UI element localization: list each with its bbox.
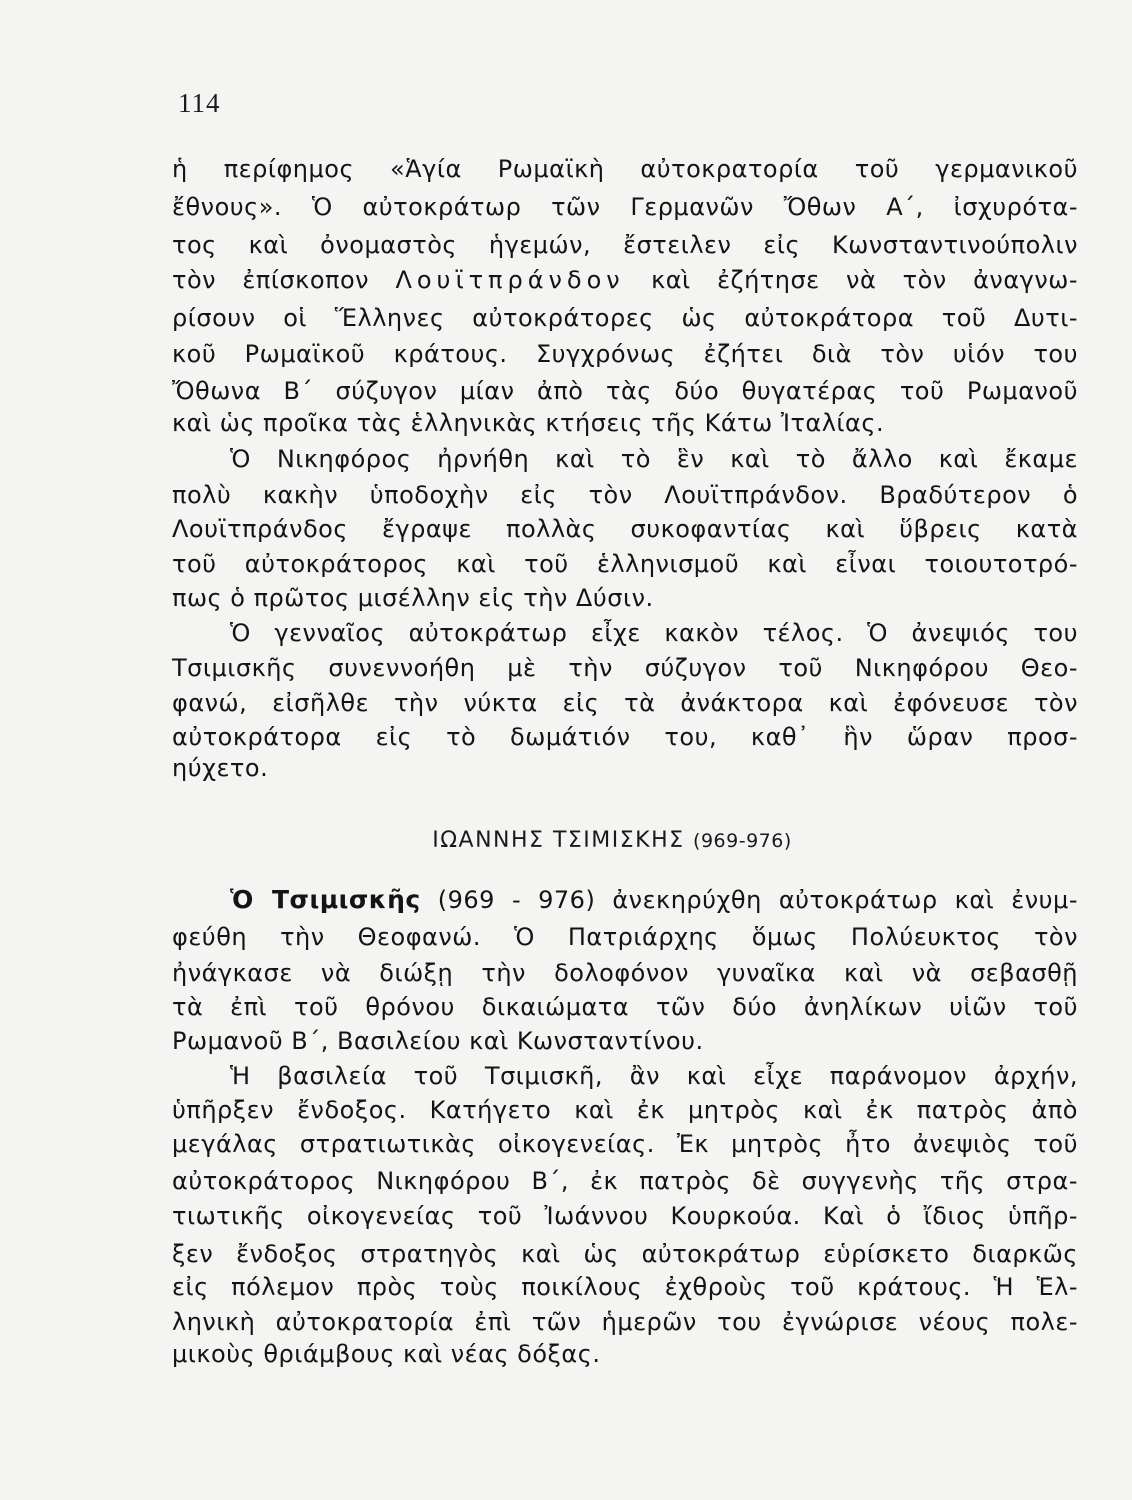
text-line: Ὁ γενναῖος αὐτοκράτωρ εἶχε κακὸν τέλος. Ὁ ἀνεψιός του bbox=[230, 619, 1078, 647]
text-line: τιωτικῆς οἰκογενείας τοῦ Ἰωάννου Κουρκούα. Καὶ ὁ ἴδιος ὑπῆρ- bbox=[172, 1202, 1078, 1230]
text-segment: καὶ ἐζήτησε νὰ τὸν ἀναγνω- bbox=[624, 266, 1079, 294]
heading-title: ΙΩΑΝΝΗΣ ΤΣΙΜΙΣΚΗΣ bbox=[432, 828, 685, 853]
text-line: Λουϊτπράνδος ἔγραψε πολλὰς συκοφαντίας καὶ ὕβρεις κατὰ bbox=[172, 515, 1078, 543]
lead-name: Ὁ Τσιμισκῆς bbox=[230, 885, 421, 914]
text-line: ξεν ἔνδοξος στρατηγὸς καὶ ὡς αὐτοκράτωρ εὑρίσκετο διαρκῶς bbox=[172, 1240, 1078, 1268]
text-line: πως ὁ πρῶτος μισέλλην εἰς τὴν Δύσιν. bbox=[172, 584, 654, 612]
heading-years: (969-976) bbox=[693, 830, 792, 852]
text-segment: (969 - 976) ἀνεκηρύχθη αὐτοκράτωρ καὶ ἐνυμ- bbox=[420, 886, 1078, 914]
text-line: Ρωμανοῦ Β΄, Βασιλείου καὶ Κωνσταντίνου. bbox=[172, 1027, 704, 1055]
text-line: τοῦ αὐτοκράτορος καὶ τοῦ ἑλληνισμοῦ καὶ εἶναι τοιουτοτρό- bbox=[172, 550, 1078, 578]
text-line: ἡ περίφημος «Ἁγία Ρωμαϊκὴ αὐτοκρατορία τοῦ γερμανικοῦ bbox=[172, 155, 1078, 183]
text-line: ρίσουν οἱ Ἕλληνες αὐτοκράτορες ὡς αὐτοκράτορα τοῦ Δυτι- bbox=[172, 304, 1078, 332]
text-line: πολὺ κακὴν ὑποδοχὴν εἰς τὸν Λουϊτπράνδον. Βραδύτερον ὁ bbox=[172, 481, 1078, 509]
text-line: ηύχετο. bbox=[172, 754, 269, 782]
text-line: φεύθη τὴν Θεοφανώ. Ὁ Πατριάρχης ὅμως Πολύευκτος τὸν bbox=[172, 923, 1078, 951]
text-line: μικοὺς θριάμβους καὶ νέας δόξας. bbox=[172, 1340, 601, 1368]
page-number: 114 bbox=[178, 88, 221, 118]
text-line bbox=[230, 884, 1078, 916]
text-line: τος καὶ ὀνομαστὸς ἡγεμών, ἔστειλεν εἰς Κωνσταντινούπολιν bbox=[172, 231, 1078, 259]
text-line: ἠνάγκασε νὰ διώξῃ τὴν δολοφόνον γυναῖκα καὶ νὰ σεβασθῇ bbox=[172, 959, 1078, 987]
text-line: φανώ, εἰσῆλθε τὴν νύκτα εἰς τὰ ἀνάκτορα καὶ ἐφόνευσε τὸν bbox=[172, 689, 1078, 717]
text-line: αὐτοκράτορος Νικηφόρου Β΄, ἐκ πατρὸς δὲ συγγενὴς τῆς στρα- bbox=[172, 1167, 1078, 1195]
text-line: Τσιμισκῆς συνεννοήθη μὲ τὴν σύζυγον τοῦ Νικηφόρου Θεο- bbox=[172, 654, 1078, 682]
text-segment: τὸν ἐπίσκοπον bbox=[172, 266, 396, 294]
text-line: ὑπῆρξεν ἔνδοξος. Κατήγετο καὶ ἐκ μητρὸς καὶ ἐκ πατρὸς ἀπὸ bbox=[172, 1096, 1078, 1124]
text-line: αὐτοκράτορα εἰς τὸ δωμάτιόν του, καθ᾽ ἣν ὥραν προσ- bbox=[172, 723, 1078, 751]
text-line: τὰ ἐπὶ τοῦ θρόνου δικαιώματα τῶν δύο ἀνηλίκων υἱῶν τοῦ bbox=[172, 993, 1078, 1021]
text-line: ἔθνους». Ὁ αὐτοκράτωρ τῶν Γερμανῶν Ὄθων Α΄, ἰσχυρότα- bbox=[172, 193, 1078, 221]
text-line: καὶ ὡς προῖκα τὰς ἑλληνικὰς κτήσεις τῆς Κάτω Ἰταλίας. bbox=[172, 409, 885, 437]
section-heading bbox=[0, 826, 1132, 856]
text-line: Ὁ Νικηφόρος ἠρνήθη καὶ τὸ ἓν καὶ τὸ ἄλλο καὶ ἔκαμε bbox=[230, 445, 1078, 473]
text-line: ληνικὴ αὐτοκρατορία ἐπὶ τῶν ἡμερῶν του ἐγνώρισε νέους πολε- bbox=[172, 1308, 1078, 1336]
text-line bbox=[172, 264, 1078, 296]
text-line: Ὄθωνα Β΄ σύζυγον μίαν ἀπὸ τὰς δύο θυγατέρας τοῦ Ρωμανοῦ bbox=[172, 377, 1078, 405]
spaced-name: Λουϊτπράνδον bbox=[395, 266, 625, 294]
text-line: μεγάλας στρατιωτικὰς οἰκογενείας. Ἐκ μητρὸς ἦτο ἀνεψιὸς τοῦ bbox=[172, 1130, 1078, 1158]
text-line: κοῦ Ρωμαϊκοῦ κράτους. Συγχρόνως ἐζήτει διὰ τὸν υἱόν του bbox=[172, 340, 1078, 368]
text-line: εἰς πόλεμον πρὸς τοὺς ποικίλους ἐχθροὺς τοῦ κράτους. Ἡ Ἑλ- bbox=[172, 1273, 1078, 1301]
text-line: Ἡ βασιλεία τοῦ Τσιμισκῆ, ἂν καὶ εἶχε παράνομον ἀρχήν, bbox=[230, 1062, 1078, 1090]
